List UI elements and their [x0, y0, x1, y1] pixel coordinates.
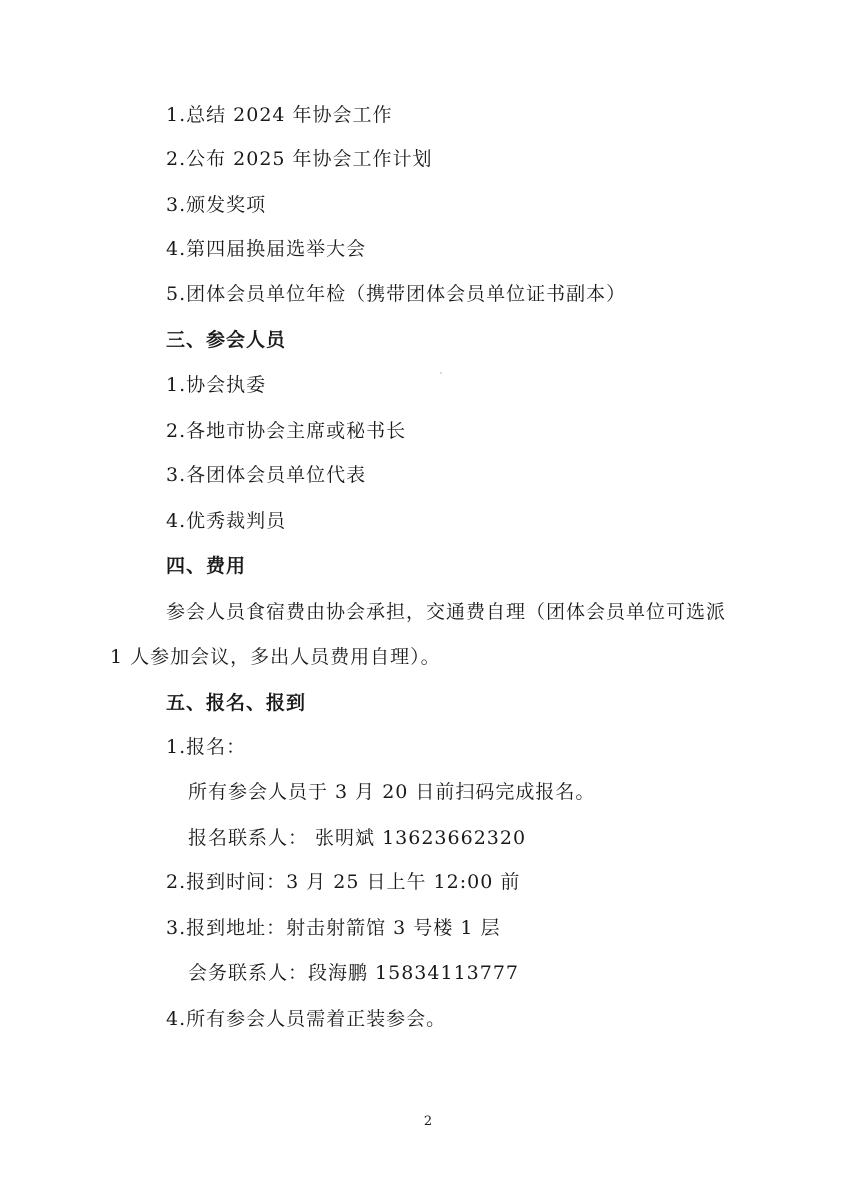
attendee-item-3: 3.各团体会员单位代表: [166, 464, 367, 486]
scan-speck: [440, 372, 442, 374]
checkin-time: 2.报到时间：3 月 25 日上午 12:00 前: [166, 871, 521, 893]
registration-item-1: 1.报名：: [166, 736, 247, 758]
section-heading-fees: 四、费用: [166, 555, 247, 577]
attendee-item-1: 1.协会执委: [166, 374, 267, 396]
fees-paragraph-line-2: 1 人参加会议，多出人员费用自理）。: [110, 646, 441, 668]
conference-contact: 会务联系人：段海鹏 15834113777: [188, 962, 520, 984]
checkin-address: 3.报到地址：射击射箭馆 3 号楼 1 层: [166, 917, 501, 939]
agenda-item-3: 3.颁发奖项: [166, 194, 267, 216]
agenda-item-4: 4.第四届换届选举大会: [166, 238, 367, 260]
attendee-item-4: 4.优秀裁判员: [166, 510, 287, 532]
fees-paragraph-line-1: 参会人员食宿费由协会承担，交通费自理（团体会员单位可选派: [166, 601, 727, 623]
registration-instruction: 所有参会人员于 3 月 20 日前扫码完成报名。: [188, 781, 596, 803]
agenda-item-1: 1.总结 2024 年协会工作: [166, 104, 393, 126]
page-number: 2: [423, 1114, 433, 1129]
section-heading-attendees: 三、参会人员: [166, 329, 287, 351]
agenda-item-2: 2.公布 2025 年协会工作计划: [166, 148, 433, 170]
attendee-item-2: 2.各地市协会主席或秘书长: [166, 420, 407, 442]
dress-code: 4.所有参会人员需着正装参会。: [166, 1008, 447, 1030]
registration-contact: 报名联系人： 张明斌 13623662320: [188, 827, 527, 849]
agenda-item-5: 5.团体会员单位年检（携带团体会员单位证书副本）: [166, 283, 627, 305]
section-heading-registration: 五、报名、报到: [166, 692, 307, 714]
